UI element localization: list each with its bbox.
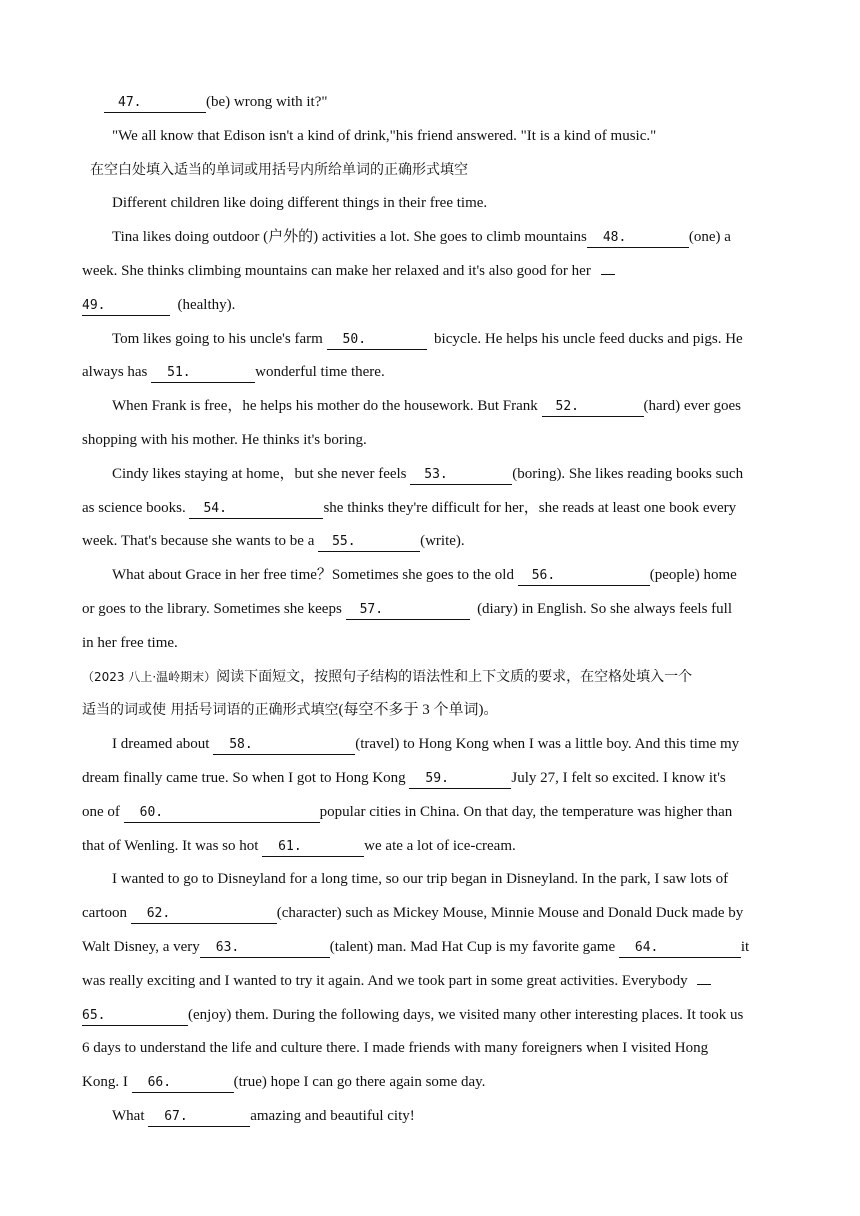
blank-48[interactable]	[587, 228, 689, 248]
instruction-text: 阅读下面短文，按照句子结构的语法性和上下文质的要求，在空格处填入一个	[216, 668, 693, 685]
blank-number: 63.	[215, 939, 240, 955]
blank-number: 65.	[82, 1007, 106, 1023]
blank-number: 59.	[425, 770, 449, 786]
line-65	[82, 999, 780, 1033]
instruction-text: 适当的词或使 用括号词语的正确形式填空	[82, 702, 339, 719]
blank-53[interactable]	[410, 465, 512, 485]
text: was really exciting and I wanted to try it again. And we took part in some great activities. Everybody	[82, 972, 688, 989]
text: Tina likes doing outdoor (户外的) activities a lot. She goes to climb mountains	[112, 229, 587, 246]
text: Kong. I	[82, 1074, 128, 1091]
text: as science books.	[82, 499, 186, 516]
blank-number: 56.	[531, 568, 556, 584]
blank-63[interactable]	[200, 938, 330, 958]
line-shopping	[82, 424, 780, 458]
line-everybody	[82, 965, 780, 999]
line-48	[82, 221, 780, 255]
blank-60[interactable]	[124, 803, 320, 823]
text: or goes to the library. Sometimes she keeps	[82, 600, 342, 617]
line-58	[82, 728, 780, 762]
text: dream finally came true. So when I got to Hong Kong	[82, 769, 406, 786]
blank-61[interactable]	[262, 837, 364, 857]
text: in her free time.	[82, 634, 178, 651]
line-47	[82, 86, 780, 120]
text: July 27, I felt so excited. I know it's	[511, 769, 726, 786]
line-62	[82, 897, 780, 931]
blank-number: 55.	[332, 534, 356, 550]
blank-number: 67.	[164, 1108, 188, 1124]
blank-54[interactable]	[189, 499, 323, 519]
line-51	[82, 356, 780, 390]
text: (travel) to Hong Kong when I was a little boy. And this time my	[355, 736, 740, 753]
blank-number: 48.	[602, 230, 627, 246]
line-week	[82, 255, 780, 289]
line-66	[82, 1066, 780, 1100]
blank-47[interactable]	[104, 93, 206, 113]
section-instruction	[82, 154, 780, 188]
blank-number: 57.	[359, 601, 384, 617]
blank-59[interactable]	[409, 769, 511, 789]
blank-number: 60.	[139, 804, 164, 820]
blank-number: 62.	[146, 906, 171, 922]
line-61	[82, 830, 780, 864]
blank-number: 47.	[118, 95, 142, 110]
text: shopping with his mother. He thinks it's boring.	[82, 431, 367, 448]
blank-number: 54.	[203, 500, 227, 516]
blank-55[interactable]	[318, 532, 420, 552]
blank-number: 66.	[147, 1075, 172, 1091]
line-days	[82, 1032, 780, 1066]
text: she thinks they're difficult for her，she reads at least one book every	[323, 499, 737, 516]
text: (talent) man. Mad Hat Cup is my favorite game	[329, 938, 616, 955]
line-52	[82, 390, 780, 424]
blank-58[interactable]	[213, 735, 355, 755]
blank-51[interactable]	[151, 363, 255, 383]
text: that of Wenling. It was so hot	[82, 837, 259, 854]
blank-number: 61.	[278, 838, 302, 854]
text: (healthy).	[177, 296, 236, 313]
blank-number: 50.	[342, 331, 367, 347]
blank-56[interactable]	[518, 566, 650, 586]
text: (boring). She likes reading books such	[512, 465, 744, 482]
text: Different children like doing different things in their free time.	[112, 195, 488, 212]
line-53	[82, 458, 780, 492]
blank-65-start	[697, 984, 711, 985]
blank-number: 51.	[167, 365, 191, 381]
text: (character) such as Mickey Mouse, Minnie Mouse and Donald Duck made by	[276, 905, 744, 922]
instruction-text: 在空白处填入适当的单词或用括号内所给单词的正确形式填空	[90, 161, 468, 178]
text: week. She thinks climbing mountains can make her relaxed and it's also good for her	[82, 262, 591, 279]
text: (hard) ever goes	[643, 398, 741, 415]
text: week. That's because she wants to be a	[82, 533, 315, 550]
text: Tom likes going to his uncle's farm	[112, 330, 323, 347]
text: Walt Disney, a very	[82, 938, 200, 955]
line-quote	[82, 120, 780, 154]
text: (write).	[420, 533, 465, 550]
line-57	[82, 593, 780, 627]
text: What	[112, 1107, 145, 1124]
line-free-time	[82, 627, 780, 661]
blank-57[interactable]	[346, 600, 470, 620]
text: 6 days to understand the life and culture there. I made friends with many foreigners when I visited Hong	[82, 1040, 709, 1057]
text: I dreamed about	[112, 736, 210, 753]
line-60	[82, 796, 780, 830]
blank-67[interactable]	[148, 1107, 250, 1127]
text: bicycle. He helps his uncle feed ducks and pigs. He	[434, 330, 743, 347]
text: amazing and beautiful city!	[250, 1107, 415, 1124]
line-disneyland	[82, 863, 780, 897]
text: it	[740, 938, 750, 955]
blank-62[interactable]	[131, 904, 277, 924]
blank-number: 53.	[424, 466, 448, 482]
blank-50[interactable]	[327, 330, 427, 350]
text: When Frank is free，he helps his mother do the housework. But Frank	[112, 398, 538, 415]
text: one of	[82, 803, 120, 820]
blank-49[interactable]	[82, 296, 170, 316]
line-59	[82, 762, 780, 796]
text: popular cities in China. On that day, the temperature was higher than	[319, 803, 733, 820]
line-55	[82, 525, 780, 559]
blank-49-start	[601, 274, 615, 275]
blank-64[interactable]	[619, 938, 741, 958]
blank-65[interactable]	[82, 1006, 188, 1026]
instruction-note: (每空不多于 3 个单词)	[338, 702, 484, 719]
blank-number: 64.	[634, 939, 659, 955]
blank-52[interactable]	[542, 397, 644, 417]
blank-number: 52.	[555, 399, 579, 415]
section-source-instruction	[82, 661, 780, 695]
line-67	[82, 1100, 780, 1134]
blank-number: 58.	[229, 737, 253, 753]
text: (be) wrong with it?"	[206, 94, 328, 110]
text: (diary) in English. So she always feels full	[477, 600, 733, 617]
text: I wanted to go to Disneyland for a long time, so our trip began in Disneyland. In the park, I saw lots of	[112, 871, 729, 888]
text: (one) a	[688, 229, 731, 246]
text: (enjoy) them. During the following days, we visited many other interesting places. It took us	[188, 1006, 744, 1023]
source-label: （2023 八上·温岭期末）	[82, 669, 217, 684]
section-instruction-cont	[82, 694, 780, 728]
line-63-64	[82, 931, 780, 965]
text: we ate a lot of ice-cream.	[364, 837, 516, 854]
line-54	[82, 492, 780, 526]
text: cartoon	[82, 905, 127, 922]
text: What about Grace in her free time？Sometimes she goes to the old	[112, 567, 514, 584]
text: Cindy likes staying at home，but she never feels	[112, 465, 407, 482]
text: "We all know that Edison isn't a kind of drink,"his friend answered. "It is a kind of music."	[112, 127, 657, 144]
text: (people) home	[649, 567, 737, 584]
punctuation: 。	[483, 702, 498, 719]
text: (true) hope I can go there again some day.	[233, 1074, 486, 1091]
text: always has	[82, 364, 148, 381]
line-intro	[82, 187, 780, 221]
blank-66[interactable]	[132, 1073, 234, 1093]
line-56	[82, 559, 780, 593]
text: wonderful time there.	[255, 364, 385, 381]
line-50	[82, 323, 780, 357]
line-49	[82, 289, 780, 323]
blank-number: 49.	[82, 297, 106, 313]
